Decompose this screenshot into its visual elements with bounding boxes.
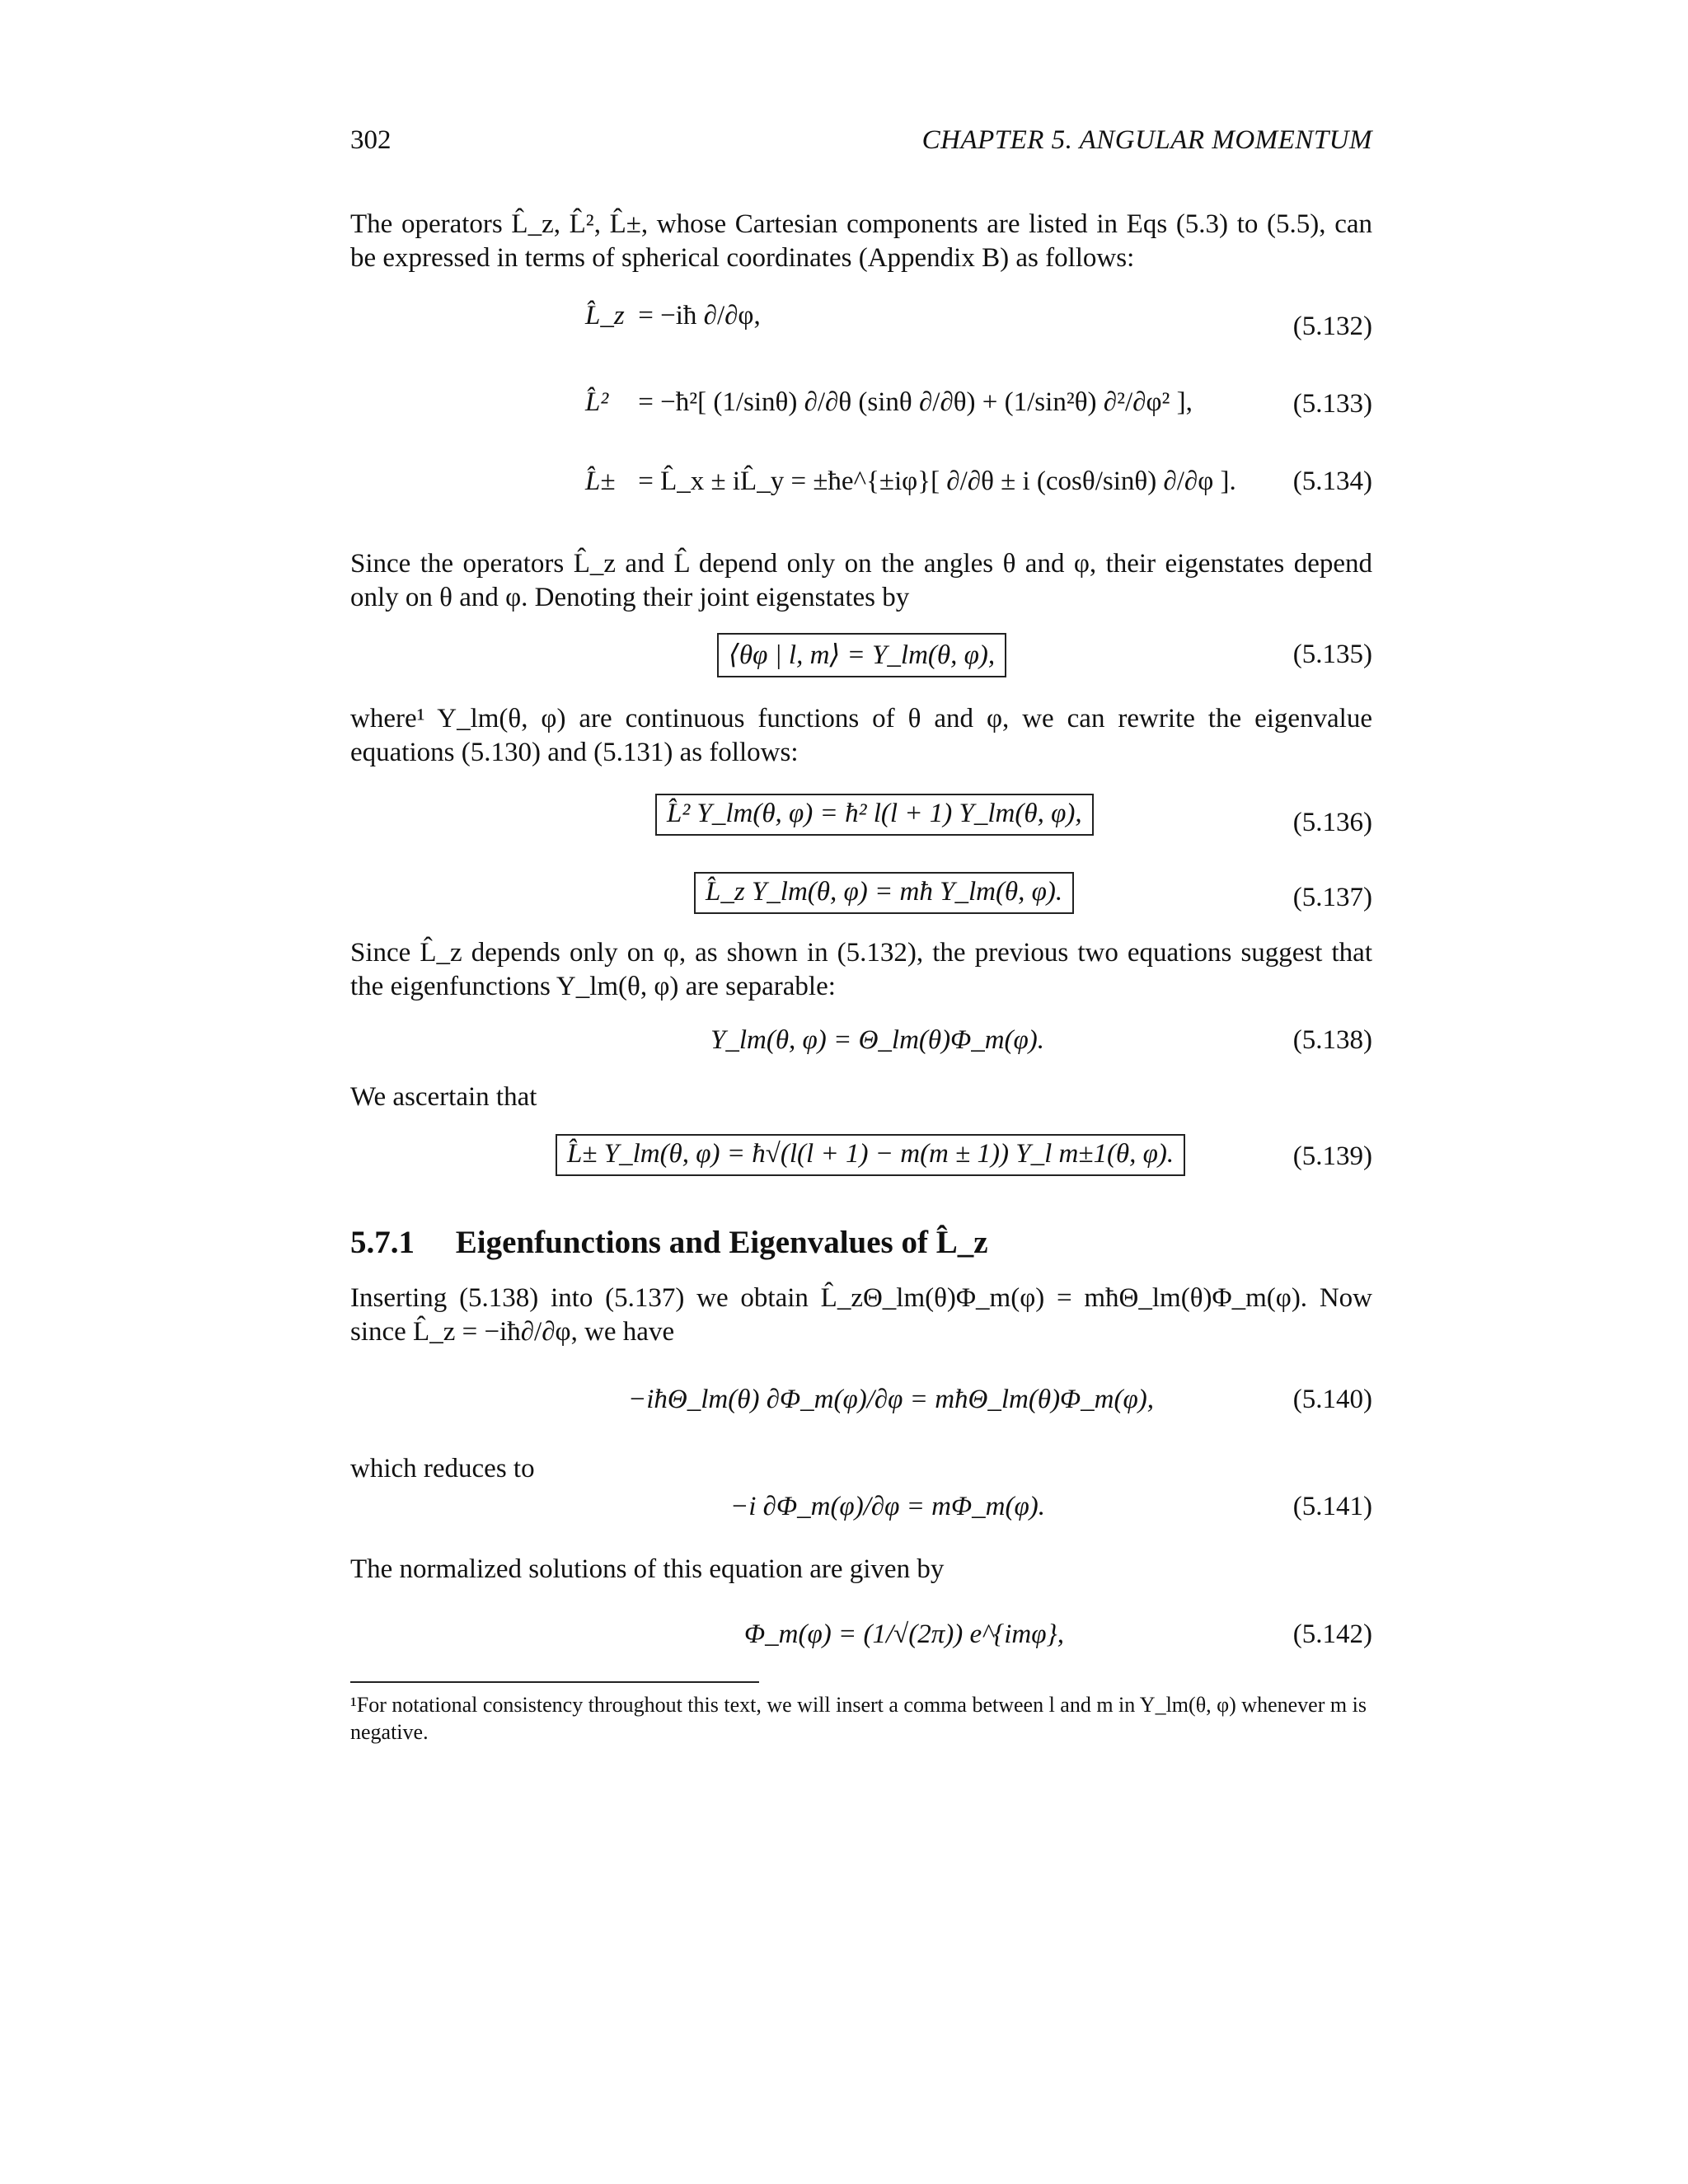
paragraph-2: Since the operators L̂_z and L̂ depend only on the angles θ and φ, their eigenstates depend only on θ and φ. Denoting their joint eigenstates by [350, 549, 1372, 612]
equation-number: (5.138) [1292, 1025, 1372, 1055]
equation-5-138: Y_lm(θ, φ) = Θ_lm(θ)Φ_m(φ). [710, 1025, 1045, 1055]
equation-number: (5.136) [1292, 808, 1372, 837]
equation-number: (5.137) [1292, 883, 1372, 912]
equation-5-142: Φ_m(φ) = (1/√(2π)) e^{imφ}, [744, 1619, 1064, 1649]
equation-lhs: L̂² [585, 387, 609, 417]
equation-rhs: = −ħ²[ (1/sinθ) ∂/∂θ (sinθ ∂/∂θ) + (1/sin²θ) ∂²/∂φ² ], [638, 387, 1193, 417]
equation-5-135 [717, 633, 1006, 677]
equation-number: (5.132) [1292, 312, 1372, 341]
equation-5-141: −i ∂Φ_m(φ)/∂φ = mΦ_m(φ). [730, 1492, 1045, 1521]
equation-5-139 [556, 1134, 1185, 1176]
paragraph-1: The operators L̂_z, L̂², L̂±, whose Cartesian components are listed in Eqs (5.3) to (5.5), can be expressed in terms of spherical coordinates (Appendix B) as follows: [350, 209, 1372, 273]
paragraph-7: which reduces to [350, 1454, 535, 1483]
boxed-equation: L̂² Y_lm(θ, φ) = ħ² l(l + 1) Y_lm(θ, φ), [655, 794, 1094, 836]
equation-5-133 [585, 387, 1193, 418]
paragraph-4: Since L̂_z depends only on φ, as shown in (5.132), the previous two equations suggest that the eigenfunctions Y_lm(θ, φ) are separable: [350, 938, 1372, 1001]
footnote: ¹For notational consistency throughout this text, we will insert a comma between l and m in Y_lm(θ, φ) whenever m is negative. [350, 1693, 1367, 1744]
section-heading [350, 1224, 988, 1261]
boxed-equation: L̂± Y_lm(θ, φ) = ħ√(l(l + 1) − m(m ± 1)) Y_l m±1(θ, φ). [556, 1134, 1185, 1176]
equation-number: (5.140) [1292, 1385, 1372, 1414]
footnote-rule [350, 1681, 759, 1683]
paragraph-3: where¹ Y_lm(θ, φ) are continuous functions of θ and φ, we can rewrite the eigenvalue equations (5.130) and (5.131) as follows: [350, 704, 1372, 767]
equation-number: (5.135) [1292, 640, 1372, 669]
equation-rhs: = −iħ ∂/∂φ, [638, 301, 761, 330]
boxed-equation: ⟨θφ | l, m⟩ = Y_lm(θ, φ), [717, 633, 1006, 677]
equation-lhs: L̂_z [585, 301, 625, 330]
paragraph-5: We ascertain that [350, 1082, 537, 1112]
section-number: 5.7.1 [350, 1225, 415, 1260]
paragraph-6: Inserting (5.138) into (5.137) we obtain L̂_zΘ_lm(θ)Φ_m(φ) = mħΘ_lm(θ)Φ_m(φ). Now since L̂_z = −iħ∂/∂φ, we have [350, 1283, 1372, 1347]
equation-number: (5.139) [1292, 1141, 1372, 1171]
equation-rhs: = L̂_x ± iL̂_y = ±ħe^{±iφ}[ ∂/∂θ ± i (cosθ/sinθ) ∂/∂φ ]. [638, 466, 1236, 496]
equation-number: (5.133) [1292, 389, 1372, 419]
section-title: Eigenfunctions and Eigenvalues of L̂_z [455, 1225, 988, 1260]
boxed-equation: L̂_z Y_lm(θ, φ) = mħ Y_lm(θ, φ). [694, 872, 1074, 914]
equation-lhs: L̂± [585, 466, 616, 496]
equation-number: (5.142) [1292, 1619, 1372, 1649]
paragraph-8: The normalized solutions of this equation are given by [350, 1554, 945, 1584]
equation-5-140: −iħΘ_lm(θ) ∂Φ_m(φ)/∂φ = mħΘ_lm(θ)Φ_m(φ), [628, 1385, 1154, 1414]
equation-5-132 [585, 301, 761, 331]
equation-5-134 [585, 466, 1236, 497]
chapter-title: CHAPTER 5. ANGULAR MOMENTUM [921, 125, 1372, 155]
page-number: 302 [350, 125, 392, 155]
equation-number: (5.134) [1292, 466, 1372, 496]
equation-5-137 [694, 872, 1074, 914]
equation-number: (5.141) [1292, 1492, 1372, 1521]
equation-5-136 [655, 794, 1094, 836]
